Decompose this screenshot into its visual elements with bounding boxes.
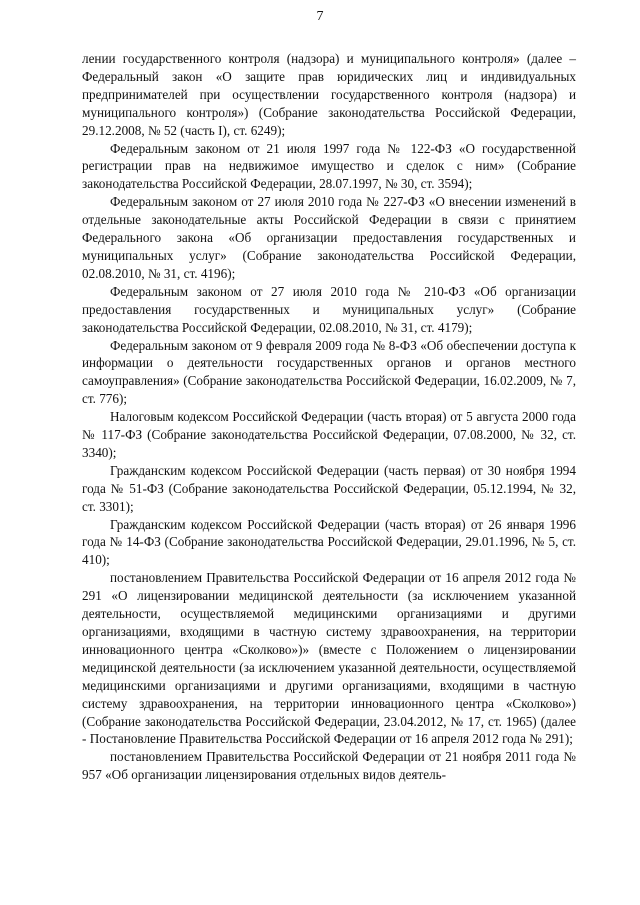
- paragraph-continuation: лении государственного контроля (надзора) и муниципального контроля» (далее – Федеральный закон «О защите прав юридических лиц и индивидуальных предпринимателей при осуществлении государственного контроля (надзора) и муниципального контроля») (Собрание законодательства Российской Федерации, 29.12.2008, № 52 (часть I), ст. 6249);: [82, 51, 576, 138]
- paragraph-law-227-fz: Федеральным законом от 27 июля 2010 года № 227-ФЗ «О внесении изменений в отдельные законодательные акты Российской Федерации в связи с принятием Федерального закона «Об организации предоставления государственных и муниципальных услуг» (Собрание законодательства Российской Федерации, 02.08.2010, № 31, ст. 4196);: [82, 194, 576, 281]
- document-body: [82, 50, 576, 784]
- paragraph-civil-code-part-two: Гражданским кодексом Российской Федерации (часть вторая) от 26 января 1996 года № 14-ФЗ (Собрание законодательства Российской Федерации, 29.01.1996, № 5, ст. 410);: [82, 516, 576, 568]
- paragraph-tax-code-part-two: Налоговым кодексом Российской Федерации (часть вторая) от 5 августа 2000 года № 117-ФЗ (Собрание законодательства Российской Федерации, 07.08.2000, № 32, ст. 3340);: [82, 409, 576, 460]
- paragraph-civil-code-part-one: Гражданским кодексом Российской Федерации (часть первая) от 30 ноября 1994 года № 51-ФЗ (Собрание законодательства Российской Федерации, 05.12.1994, № 32, ст. 3301);: [82, 462, 576, 514]
- paragraph-law-210-fz: Федеральным законом от 27 июля 2010 года № 210-ФЗ «Об организации предоставления государственных и муниципальных услуг» (Собрание законодательства Российской Федерации, 02.08.2010, № 31, ст. 4179);: [82, 283, 576, 335]
- paragraph-resolution-957: постановлением Правительства Российской Федерации от 21 ноября 2011 года № 957 «Об организации лицензирования отдельных видов деятель-: [82, 749, 576, 783]
- page-number: 7: [316, 9, 324, 24]
- paragraph-resolution-291: постановлением Правительства Российской Федерации от 16 апреля 2012 года № 291 «О лицензировании медицинской деятельности (за исключением указанной деятельности, осуществляемой медицинскими организациями и другими организациями, входящими в частную систему здравоохранения, на территории инновационного центра «Сколково»)» (вместе с Положением о лицензировании медицинской деятельности (за исключением указанной деятельности, осуществляемой медицинскими организациями и другими организациями, входящими в частную систему здравоохранения, на территории инновационного центра «Сколково») (Собрание законодательства Российской Федерации, 23.04.2012, № 17, ст. 1965) (далее - Постановление Правительства Российской Федерации от 16 апреля 2012 года № 291);: [82, 570, 576, 747]
- paragraph-law-122-fz: Федеральным законом от 21 июля 1997 года № 122-ФЗ «О государственной регистрации прав на недвижимое имущество и сделок с ним» (Собрание законодательства Российской Федерации, 28.07.1997, № 30, ст. 3594);: [82, 140, 576, 192]
- paragraph-law-8-fz: Федеральным законом от 9 февраля 2009 года № 8-ФЗ «Об обеспечении доступа к информации о деятельности государственных органов и органов местного самоуправления» (Собрание законодательства Российской Федерации, 16.02.2009, № 7, ст. 776);: [82, 337, 576, 407]
